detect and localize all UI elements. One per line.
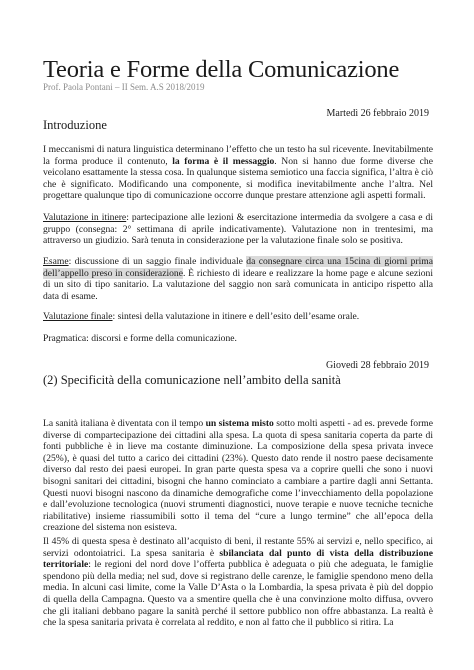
esame-label: Esame: [43, 256, 69, 267]
esame-paragraph: [43, 256, 433, 302]
sanita-paragraph-1: [43, 418, 433, 534]
sanita-p2-text-start: Il 45% di questa spesa è destinato all’acquisto di beni, il restante 55% ai servizi e, nello specifico, ai servizi odontoiatrici. La spesa sanitaria è: [43, 536, 433, 559]
lesson-date: Giovedì 28 febbraio 2019: [325, 360, 429, 371]
valutazione-finale-paragraph: [43, 311, 433, 323]
section-heading-introduzione: Introduzione: [43, 118, 107, 132]
esame-text-start: : discussione di un saggio finale individuale: [68, 256, 247, 267]
sanita-paragraph-2: [43, 536, 433, 629]
intro-bold-phrase: la forma è il messaggio: [172, 155, 275, 167]
pragmatica-paragraph: Pragmatica: discorsi e forme della comunicazione.: [43, 333, 237, 344]
sanita-p2-bold-phrase: sbilanciata dal punto di vista della distribuzione territoriale: [43, 547, 433, 571]
valutazione-finale-label: Valutazione finale: [43, 311, 113, 322]
valutazione-itinere-text: : partecipazione alle lezioni & esercitazione intermedia da svolgere a casa e di gruppo (consegna: 2° settimana di aprile indicativamente). Valutazione non in trentesimi, ma attraverso un giudizio. Sarà tenuta in considerazione per la valutazione finale solo se positiva.: [43, 212, 433, 247]
valutazione-finale-text: : sintesi della valutazione in itinere e dell’esito dell’esame orale.: [112, 311, 360, 322]
section-heading-sanita: (2) Specificità della comunicazione nell’ambito della sanità: [43, 373, 341, 387]
intro-paragraph: [43, 144, 433, 202]
valutazione-itinere-paragraph: [43, 212, 433, 247]
sanita-p1-text-start: La sanità italiana è diventata con il tempo: [43, 418, 206, 429]
esame-highlighted-text: da consegnare circa una 15cina di giorni prima dell’appello preso in considerazione: [43, 256, 433, 279]
intro-text-start: I meccanismi di natura linguistica determinano l’effetto che un testo ha sul ricevente. Inevitabilmente la forma produce il contenuto,: [43, 144, 433, 167]
esame-text-end: . È richiesto di ideare e realizzare la home page e alcune sezioni di un sito di tipo sanitario. La valutazione del saggio non sarà comunicata in anticipo rispetto alla data di esame.: [43, 267, 434, 302]
sanita-p1-text-end: sotto molti aspetti - ad es. prevede forme diverse di compartecipazione dei cittadini alla spesa. La quota di spesa sanitaria coperta da parte di fonti pubbliche è in lieve ma costante diminuzione. La composizione della spesa privata invece (25%), è quasi del tutto a carico dei cittadini (23%). Questo dato rende il nostro paese decisamente diverso dal resto dei paesi europei. In gran parte questa spesa va a coprire quelli che sono i nuovi bisogni sanitari dei cittadini, bisogni che hanno cominciato a cambiare a partire dagli anni Settanta. Questi nuovi bisogni nascono da dinamiche demografiche come l’invecchiamento della popolazione e dall’evoluzione tecnologica (nuovi strumenti diagnostici, nuove terapie e nuove tecniche tecniche riabilitative) insieme riassumibili sotto il tema del “cure a lungo termine” che all’epoca della creazione del sistema non esisteva.: [43, 418, 433, 534]
sanita-p2-text-end: : le regioni del nord dove l’offerta pubblica è adeguata o più che adeguata, le famiglie spendono più della media; nel sud, dove si registrano delle carenze, le famiglie spendono meno della media. In alcuni casi limite, come la Valle D’Asta o la Lombardia, la spesa privata è più del doppio di quella della Campagna. Questo va a smentire quella che è una convinzione molto diffusa, ovvero che gli italiani debbano pagare la sanità perché il settore pubblico non offre abbastanza. La realtà è che la spesa sanitaria privata è correlata al reddito, e non al fatto che il pubblico si ritira. La: [43, 559, 433, 629]
intro-text-end: . Non si hanno due forme diverse che veicolano esattamente la stessa cosa. In qualunque sistema semiotico una faccia significa, l’altra è ciò che è significato. Modificando una componente, si modifica inevitabilmente anche l’altra. Nel progettare qualunque tipo di comunicazione occorre dunque prestare attenzione agli aspetti formali.: [43, 155, 433, 202]
valutazione-itinere-label: Valutazione in itinere: [43, 212, 127, 223]
document-title: Teoria e Forme della Comunicazione: [43, 56, 400, 83]
lesson-date: Martedì 26 febbraio 2019: [326, 108, 429, 119]
document-subtitle: Prof. Paola Pontani – II Sem. A.S 2018/2019: [43, 82, 205, 92]
sanita-p1-bold-phrase: un sistema misto: [205, 418, 274, 429]
